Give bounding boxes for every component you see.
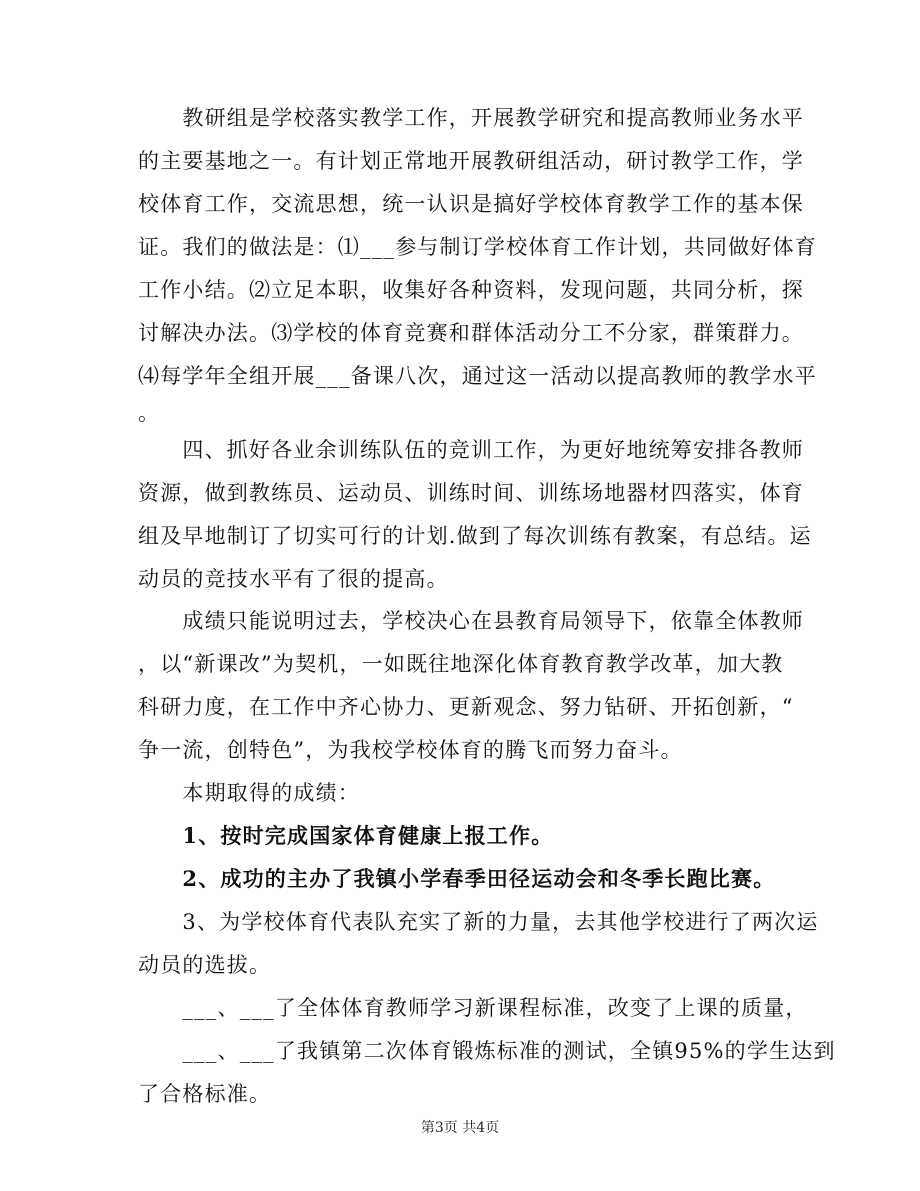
text-line: 讨解决办法。⑶学校的体育竞赛和群体活动分工不分家，群策群力。 [138, 321, 804, 345]
text-line: ___、___了我镇第二次体育锻炼标准的测试，全镇95%的学生达到 [138, 1039, 836, 1063]
text-line: ⑷每学年全组开展___备课八次，通过这一活动以提高教师的教学水平 [138, 364, 817, 388]
text-line: 2、成功的主办了我镇小学春季田径运动会和冬季长跑比赛。 [138, 866, 776, 891]
text-line: 成绩只能说明过去，学校决心在县教育局领导下，依靠全体教师 [138, 609, 804, 633]
text-line: 动员的选拔。 [138, 953, 272, 977]
text-line: 1、按时完成国家体育健康上报工作。 [138, 823, 554, 848]
page-number: 第3页 共4页 [420, 1120, 500, 1136]
text-line: 动员的竞技水平有了很的提高。 [138, 567, 449, 591]
text-line: 的主要基地之一。有计划正常地开展教研组活动，研讨教学工作，学 [138, 149, 804, 173]
text-line: 3、为学校体育代表队充实了新的力量，去其他学校进行了两次运 [138, 910, 819, 934]
text-line: 组及早地制订了切实可行的计划.做到了每次训练有教案，有总结。运 [138, 524, 812, 548]
text-line: 校体育工作，交流思想，统一认识是搞好学校体育教学工作的基本保 [138, 192, 804, 216]
text-line: 本期取得的成绩： [138, 781, 360, 805]
text-line: 证。我们的做法是：⑴___参与制订学校体育工作计划，共同做好体育 [138, 235, 817, 259]
text-line: 科研力度，在工作中齐心协力、更新观念、努力钻研、开拓创新，“ [138, 695, 794, 719]
text-line: ___、___了全体体育教师学习新课程标准，改变了上课的质量， [138, 996, 808, 1020]
text-line: 资源，做到教练员、运动员、训练时间、训练场地器材四落实，体育 [138, 481, 804, 505]
text-line: 四、抓好各业余训练队伍的竞训工作，为更好地统筹安排各教师 [138, 438, 804, 462]
text-line: 争一流，创特色”，为我校学校体育的腾飞而努力奋斗。 [138, 738, 683, 762]
text-line: ，以“新课改”为契机，一如既往地深化体育教育教学改革，加大教 [138, 652, 784, 676]
text-line: 了合格标准。 [138, 1082, 272, 1106]
text-line: 教研组是学校落实教学工作，开展教学研究和提高教师业务水平 [138, 106, 804, 130]
text-line: 。 [138, 401, 161, 425]
text-line: 工作小结。⑵立足本职，收集好各种资料，发现问题，共同分析，探 [138, 278, 804, 302]
